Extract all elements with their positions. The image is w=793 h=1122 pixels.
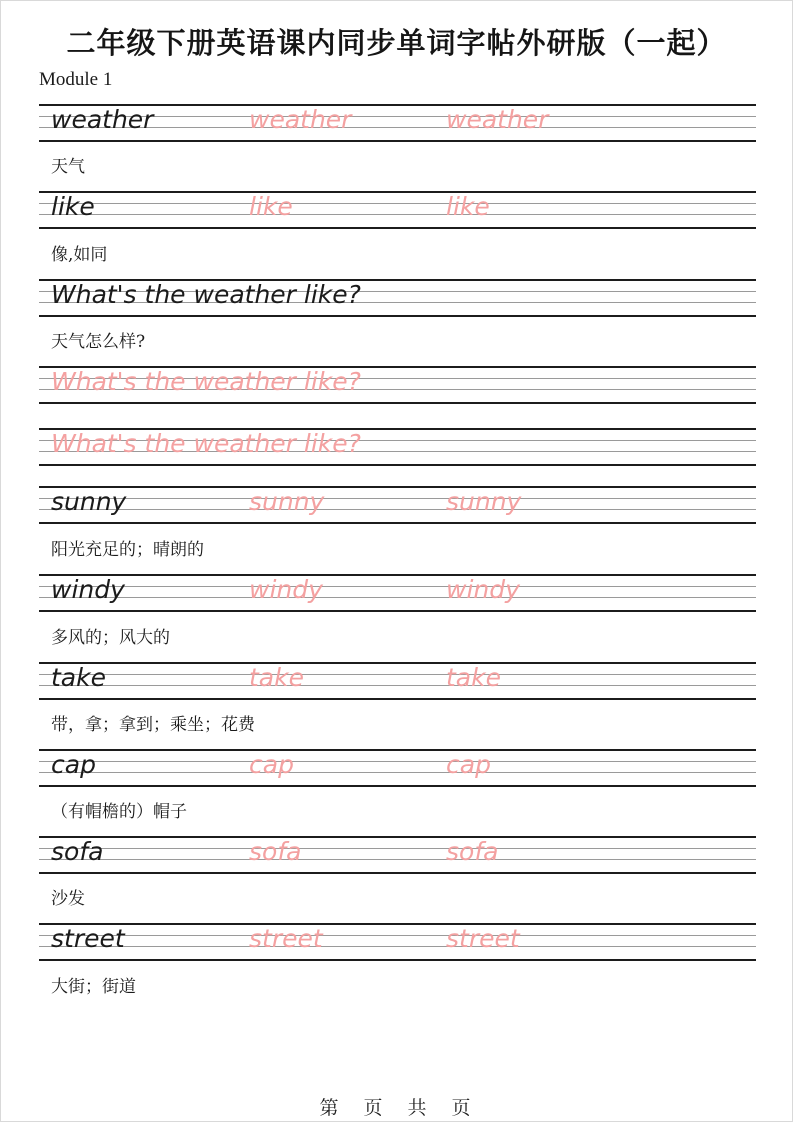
trace-word: cap xyxy=(446,750,491,779)
trace-word: like xyxy=(446,192,490,221)
trace-word: street xyxy=(446,924,520,953)
guide-line xyxy=(39,772,756,773)
word-stave-sofa xyxy=(39,836,756,874)
guide-line xyxy=(39,859,756,860)
guide-line xyxy=(39,586,756,587)
translation-text: 大街；街道 xyxy=(51,977,136,997)
translation-text: 像,如同 xyxy=(51,245,108,265)
example-word: windy xyxy=(51,575,125,604)
trace-word: windy xyxy=(446,575,520,604)
word-stave-cap xyxy=(39,749,756,787)
example-word: street xyxy=(51,924,125,953)
example-sentence: What's the weather like? xyxy=(51,280,361,309)
trace-word: weather xyxy=(249,105,352,134)
example-word: take xyxy=(51,663,106,692)
page-title: 二年级下册英语课内同步单词字帖外研版（一起） xyxy=(66,28,727,60)
sentence-stave-trace-2 xyxy=(39,428,756,466)
translation-text: 多风的；风大的 xyxy=(51,628,170,648)
guide-line xyxy=(39,685,756,686)
trace-word: windy xyxy=(249,575,323,604)
example-word: sofa xyxy=(51,837,104,866)
module-label: Module 1 xyxy=(39,69,113,90)
guide-line xyxy=(39,203,756,204)
guide-line xyxy=(39,509,756,510)
trace-word: weather xyxy=(446,105,549,134)
trace-word: take xyxy=(446,663,501,692)
guide-line xyxy=(39,946,756,947)
guide-line xyxy=(39,674,756,675)
trace-sentence: What's the weather like? xyxy=(51,429,361,458)
trace-word: sofa xyxy=(249,837,302,866)
translation-text: 沙发 xyxy=(51,889,85,909)
word-stave-windy xyxy=(39,574,756,612)
translation-text: 带，拿；拿到；乘坐；花费 xyxy=(51,715,255,735)
guide-line xyxy=(39,597,756,598)
trace-word: like xyxy=(249,192,293,221)
trace-word: sofa xyxy=(446,837,499,866)
footer-page-label: 第 页 共 页 xyxy=(319,1098,474,1119)
translation-text: 天气 xyxy=(51,157,85,177)
trace-word: sunny xyxy=(249,487,325,516)
guide-line xyxy=(39,498,756,499)
example-word: like xyxy=(51,192,95,221)
guide-line xyxy=(39,214,756,215)
word-stave-sunny xyxy=(39,486,756,524)
trace-word: street xyxy=(249,924,323,953)
word-stave-street xyxy=(39,923,756,961)
sentence-stave-example xyxy=(39,279,756,317)
trace-word: take xyxy=(249,663,304,692)
trace-word: sunny xyxy=(446,487,522,516)
translation-text: （有帽檐的）帽子 xyxy=(51,802,187,822)
word-stave-like xyxy=(39,191,756,229)
guide-line xyxy=(39,935,756,936)
example-word: sunny xyxy=(51,487,127,516)
guide-line xyxy=(39,761,756,762)
example-word: cap xyxy=(51,750,96,779)
translation-text: 阳光充足的；晴朗的 xyxy=(51,540,204,560)
translation-text: 天气怎么样? xyxy=(51,332,146,352)
sentence-stave-trace-1 xyxy=(39,366,756,404)
trace-word: cap xyxy=(249,750,294,779)
guide-line xyxy=(39,848,756,849)
word-stave-take xyxy=(39,662,756,700)
example-word: weather xyxy=(51,105,154,134)
trace-sentence: What's the weather like? xyxy=(51,367,361,396)
word-stave-weather xyxy=(39,104,756,142)
